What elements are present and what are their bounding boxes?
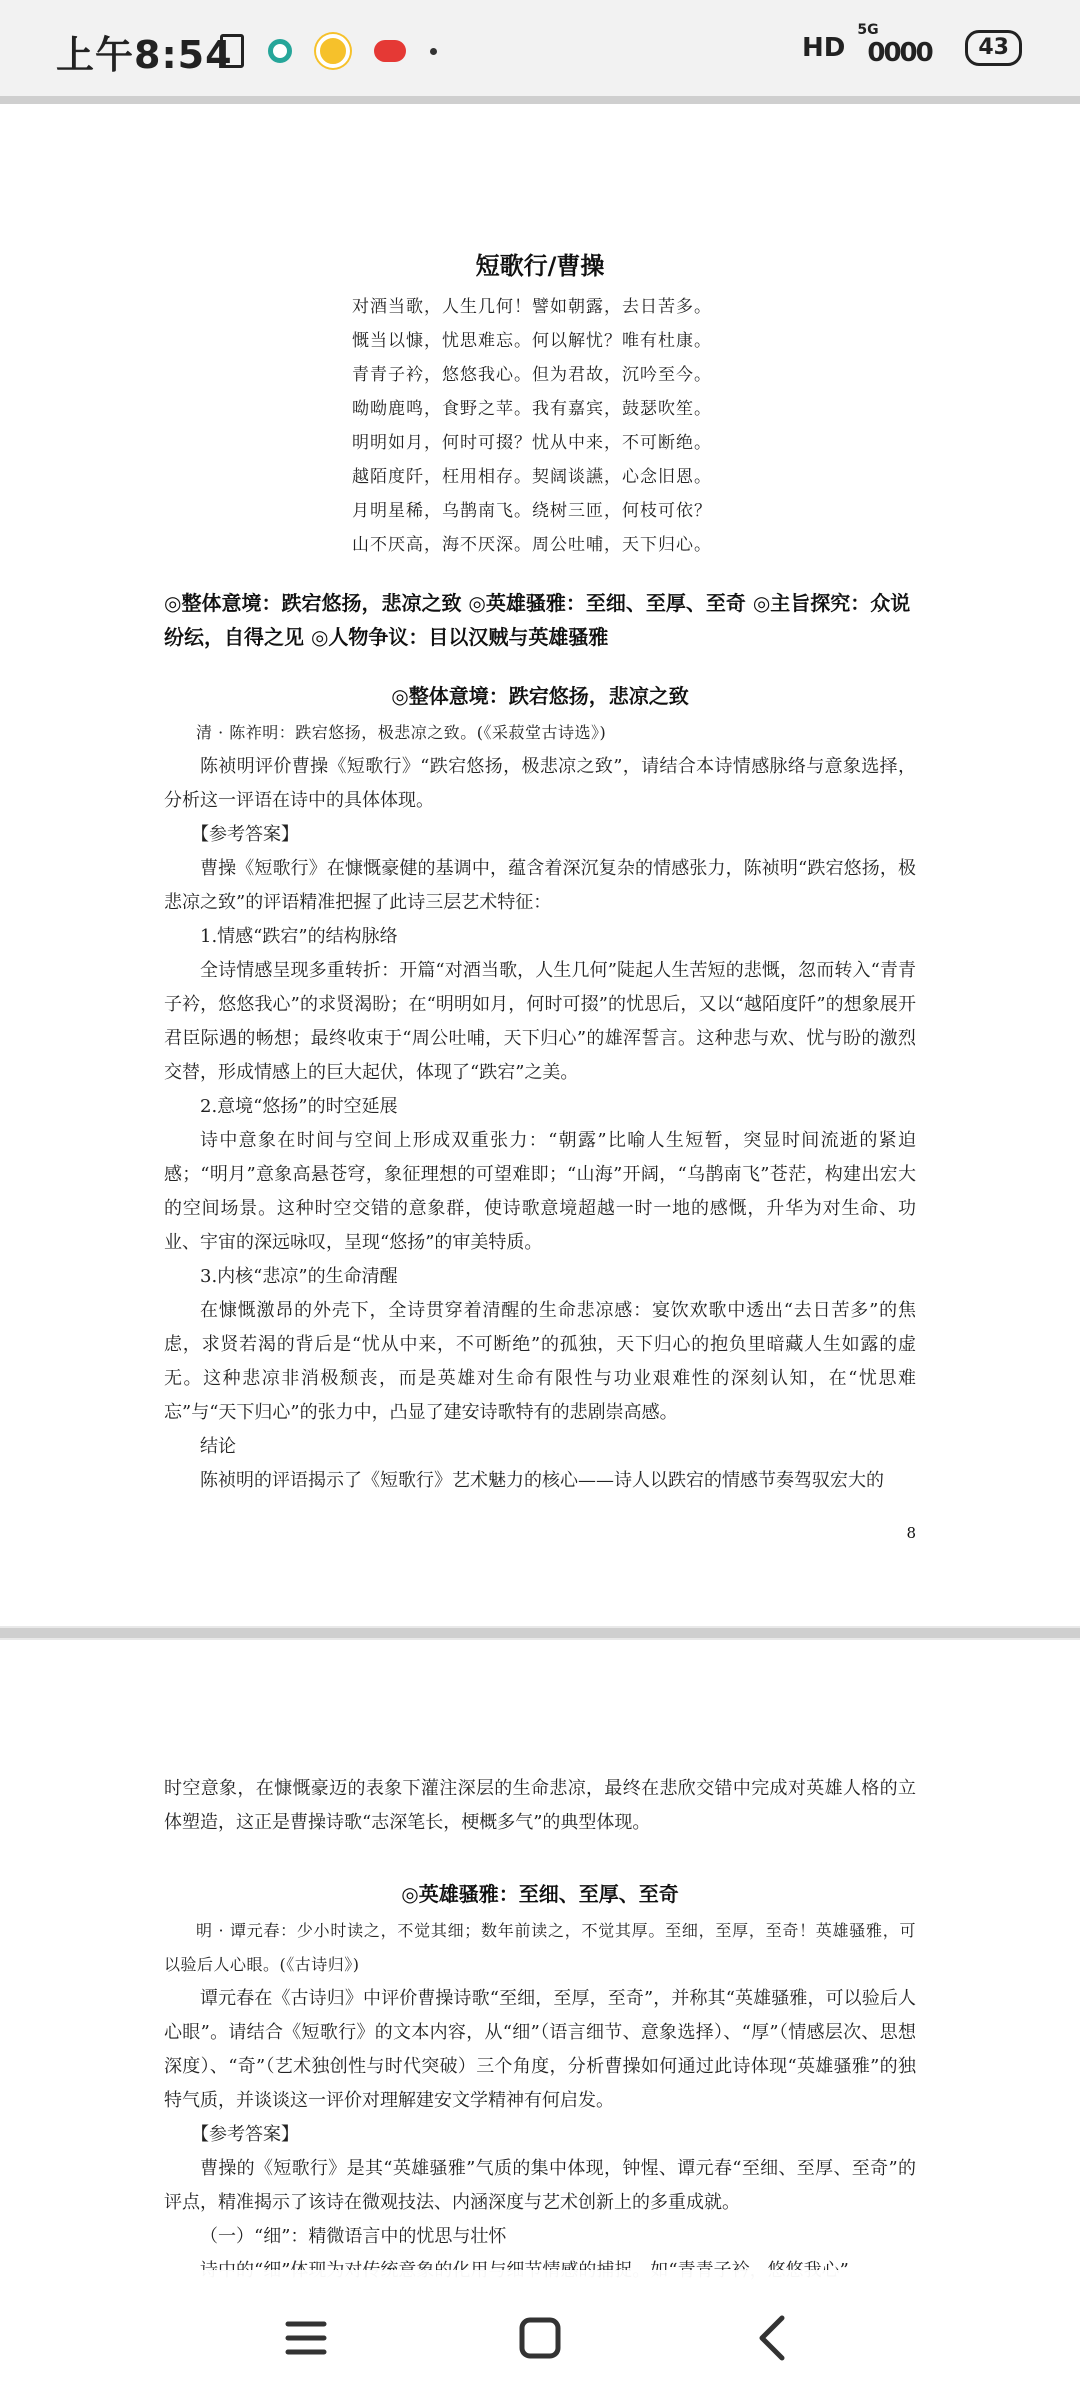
poem-title: 短歌行/曹操 bbox=[475, 252, 605, 280]
battery-indicator: 43 bbox=[965, 30, 1022, 66]
status-bar bbox=[0, 0, 1080, 100]
answer-intro: 曹操的《短歌行》是其“英雄骚雅”气质的集中体现，钟惺、谭元春“至细、至厚、至奇”的评点，精准揭示了该诗在微观技法、内涵深度与艺术创新上的多重成就。 bbox=[164, 2158, 916, 2213]
menu-icon bbox=[276, 2308, 336, 2368]
navigation-bar bbox=[0, 2270, 1080, 2400]
conclusion-label: 结论 bbox=[200, 1436, 236, 1457]
continuation-text: 时空意象，在慷慨豪迈的表象下灌注深层的生命悲凉，最终在悲欣交错中完成对英雄人格的立体塑造，这正是曹操诗歌“志深笔长，梗概多气”的典型体现。 bbox=[164, 1778, 916, 1833]
more-notifications-icon bbox=[430, 48, 437, 55]
app-notification-icon bbox=[316, 34, 350, 68]
section-heading: ◎英雄骚雅：至细、至厚、至奇 bbox=[401, 1882, 679, 1906]
point-text: 全诗情感呈现多重转折：开篇“对酒当歌，人生几何”陡起人生苦短的悲慨，忽而转入“青青子衿，悠悠我心”的求贤渴盼；在“明明如月，何时可掇”的忧思后，又以“越陌度阡”的想象展开君臣际遇的畅想；最终收束于“周公吐哺，天下归心”的雄浑誓言。这种悲与欢、忧与盼的激烈交替，形成情感上的巨大起伏，体现了“跌宕”之美。 bbox=[164, 960, 916, 1083]
poem-line: 月明星稀，乌鹊南飞。绕树三匝，何枝可依？ bbox=[352, 501, 712, 521]
page-separator bbox=[0, 1628, 1080, 1638]
status-time: 上午8:54 bbox=[56, 33, 233, 77]
back-button[interactable] bbox=[744, 2308, 804, 2368]
poem-line: 越陌度阡，枉用相存。契阔谈讌，心念旧恩。 bbox=[352, 467, 712, 487]
question-text: 陈祯明评价曹操《短歌行》“跌宕悠扬，极悲凉之致”，请结合本诗情感脉络与意象选择，分析这一评语在诗中的具体体现。 bbox=[164, 756, 916, 811]
menu-button[interactable] bbox=[276, 2308, 336, 2368]
network-sub-label: 5G bbox=[857, 22, 879, 38]
signal-icon: 5G 0000 bbox=[857, 22, 932, 68]
poem-line: 山不厌高，海不厌深。周公吐哺，天下归心。 bbox=[352, 535, 712, 555]
answer-label: 【参考答案】 bbox=[191, 824, 299, 845]
page-number: 8 bbox=[906, 1524, 916, 1542]
network-label: HD bbox=[802, 33, 846, 63]
citation-quote: 明 · 谭元春：少小时读之，不觉其细；数年前读之，不觉其厚。至细，至厚，至奇！英雄骚雅，可以验后人心眼。(《古诗归》) bbox=[164, 1921, 916, 1974]
document-page-8 bbox=[0, 104, 1080, 1626]
section-heading: ◎整体意境：跌宕悠扬，悲凉之致 bbox=[391, 684, 689, 708]
notification-icons bbox=[220, 34, 437, 68]
app-notification-icon bbox=[268, 39, 292, 63]
back-icon bbox=[744, 2308, 804, 2368]
point-text: 诗中意象在时间与空间上形成双重张力：“朝露”比喻人生短暂，突显时间流逝的紧迫感；“明月”意象高悬苍穹，象征理想的可望难即；“山海”开阔，“乌鹊南飞”苍茫，构建出宏大的空间场景。这种时空交错的意象群，使诗歌意境超越一时一地的感慨，升华为对生命、功业、宇宙的深远咏叹，呈现“悠扬”的审美特质。 bbox=[164, 1130, 916, 1253]
document-body bbox=[164, 1914, 916, 2288]
poem-line: 慨当以慷，忧思难忘。何以解忧？唯有杜康。 bbox=[352, 331, 712, 351]
poem-line: 对酒当歌，人生几何！譬如朝露，去日苦多。 bbox=[352, 297, 712, 317]
question-text: 谭元春在《古诗归》中评价曹操诗歌“至细，至厚，至奇”，并称其“英雄骚雅，可以验后人心眼”。请结合《短歌行》的文本内容，从“细”（语言细节、意象选择）、“厚”（情感层次、思想深度）、“奇”（艺术独创性与时代突破）三个角度，分析曹操如何通过此诗体现“英雄骚雅”的独特气质，并谈谈这一评价对理解建安文学精神有何启发。 bbox=[164, 1988, 916, 2111]
poem-text bbox=[352, 290, 752, 562]
poem-line: 青青子衿，悠悠我心。但为君故，沉吟至今。 bbox=[352, 365, 712, 385]
status-right bbox=[802, 22, 1022, 68]
conclusion-text: 陈祯明的评语揭示了《短歌行》艺术魅力的核心——诗人以跌宕的情感节奏驾驭宏大的 bbox=[200, 1470, 884, 1491]
app-notification-icon bbox=[374, 40, 406, 62]
answer-label: 【参考答案】 bbox=[191, 2124, 299, 2145]
poem-line: 明明如月，何时可掇？忧从中来，不可断绝。 bbox=[352, 433, 712, 453]
home-icon bbox=[510, 2308, 570, 2368]
subsection-title: （一）“细”：精微语言中的忧思与壮怀 bbox=[200, 2226, 507, 2247]
point-title: 1.情感“跌宕”的结构脉络 bbox=[200, 926, 398, 947]
point-title: 3.内核“悲凉”的生命清醒 bbox=[200, 1266, 398, 1287]
topic-list: ◎整体意境：跌宕悠扬，悲凉之致 ◎英雄骚雅：至细、至厚、至奇 ◎主旨探究：众说纷纭，自得之见 ◎人物争议：目以汉贼与英雄骚雅 bbox=[164, 591, 911, 649]
document-body bbox=[164, 716, 916, 1498]
point-title: 2.意境“悠扬”的时空延展 bbox=[200, 1096, 398, 1117]
point-text: 在慷慨激昂的外壳下，全诗贯穿着清醒的生命悲凉感：宴饮欢歌中透出“去日苦多”的焦虑，求贤若渴的背后是“忧从中来，不可断绝”的孤独，天下归心的抱负里暗藏人生如露的虚无。这种悲凉非消极颓丧，而是英雄对生命有限性与功业艰难性的深刻认知，在“忧思难忘”与“天下归心”的张力中，凸显了建安诗歌特有的悲剧崇高感。 bbox=[164, 1300, 916, 1423]
poem-line: 呦呦鹿鸣，食野之苹。我有嘉宾，鼓瑟吹笙。 bbox=[352, 399, 712, 419]
home-button[interactable] bbox=[510, 2308, 570, 2368]
document-body bbox=[164, 1772, 916, 1840]
citation-quote: 清 · 陈祚明：跌宕悠扬，极悲凉之致。(《采菽堂古诗选》) bbox=[196, 723, 607, 742]
sim-card-icon bbox=[220, 34, 244, 68]
answer-intro: 曹操《短歌行》在慷慨豪健的基调中，蕴含着深沉复杂的情感张力，陈祯明“跌宕悠扬，极悲凉之致”的评语精准把握了此诗三层艺术特征： bbox=[164, 858, 916, 913]
